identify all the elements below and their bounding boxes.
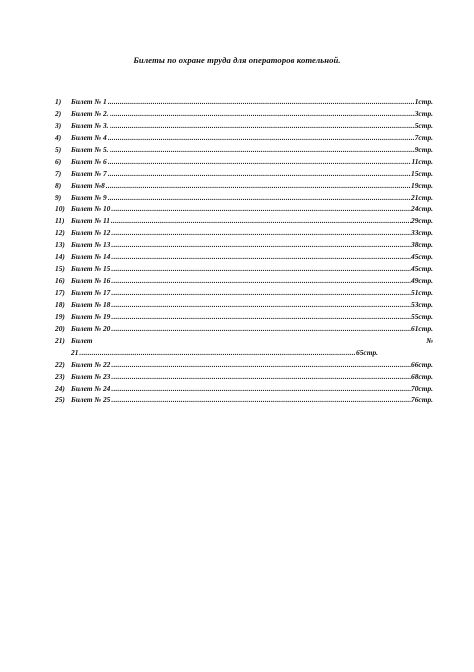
toc-entry-page: 7стр. bbox=[414, 132, 433, 142]
toc-entry-label: Билет № 7 bbox=[71, 168, 107, 178]
toc-entry-number: 5) bbox=[55, 144, 62, 154]
toc-entry-number: 20) bbox=[55, 323, 65, 333]
dot-leader bbox=[111, 371, 411, 383]
dot-leader bbox=[106, 180, 411, 192]
toc-entry-number: 21) bbox=[55, 335, 65, 345]
toc-entry bbox=[55, 287, 433, 299]
toc-entry-label-cont: 21 bbox=[71, 347, 79, 357]
document-title: Билеты по охране труда для операторов котельной. bbox=[133, 55, 341, 65]
toc-entry-number: 22) bbox=[55, 359, 65, 369]
toc-entry-label: Билет bbox=[71, 335, 93, 345]
toc-entry-number: 24) bbox=[55, 383, 65, 393]
toc-entry bbox=[55, 263, 433, 275]
dot-leader bbox=[111, 299, 411, 311]
toc-entry-label: Билет № 16 bbox=[71, 276, 111, 286]
toc-entry-label: Билет № 2. bbox=[71, 108, 109, 118]
toc-entry bbox=[55, 394, 433, 406]
toc-entry bbox=[55, 251, 433, 263]
toc-entry-label: Билет № 5. bbox=[71, 144, 109, 154]
toc-entry bbox=[55, 215, 433, 227]
toc-entry-label: Билет № 18 bbox=[71, 299, 111, 309]
dot-leader bbox=[111, 394, 411, 406]
toc-entry-page: 24стр. bbox=[411, 204, 433, 214]
toc-entry-page: 33стр. bbox=[411, 228, 433, 238]
toc-entry-number: 9) bbox=[55, 192, 62, 202]
toc-entry-number: 4) bbox=[55, 132, 62, 142]
toc-entry-number: 14) bbox=[55, 252, 65, 262]
toc-entry-label: Билет № 9 bbox=[71, 192, 107, 202]
toc-entry-number: 2) bbox=[55, 108, 62, 118]
toc-entry bbox=[55, 323, 433, 335]
dot-leader bbox=[108, 192, 411, 204]
toc-entry-label: Билет № 14 bbox=[71, 252, 111, 262]
toc-entry-page: 45стр. bbox=[411, 252, 433, 262]
toc-entry-number: 15) bbox=[55, 264, 65, 274]
dot-leader bbox=[111, 251, 411, 263]
toc-entry bbox=[55, 275, 433, 287]
toc-entry bbox=[55, 168, 433, 180]
toc-entry-number: 12) bbox=[55, 228, 65, 238]
toc-entry-number: 18) bbox=[55, 299, 65, 309]
toc-entry-page: 19стр. bbox=[411, 180, 433, 190]
toc-entry-label: Билет № 6 bbox=[71, 156, 107, 166]
dot-leader bbox=[111, 239, 411, 251]
toc-entry bbox=[55, 227, 433, 239]
toc-entry-21 bbox=[55, 335, 433, 347]
toc-entry-number: 13) bbox=[55, 240, 65, 250]
toc-entry-page: 51стр. bbox=[411, 288, 433, 297]
toc-entry-label: Билет № 25 bbox=[71, 395, 111, 405]
toc-entry-page: 11стр. bbox=[411, 156, 433, 166]
toc-entry-number: 16) bbox=[55, 276, 65, 286]
toc-entry bbox=[55, 311, 433, 323]
toc-entry-number-sign: № bbox=[426, 335, 433, 345]
toc-entry-21-continuation bbox=[55, 347, 433, 359]
toc-entry-page: 65стр. bbox=[356, 347, 378, 357]
dot-leader bbox=[111, 287, 411, 299]
toc-entry bbox=[55, 156, 433, 168]
dot-leader bbox=[111, 359, 411, 371]
toc-entry bbox=[55, 96, 433, 108]
toc-entry-label: Билет № 15 bbox=[71, 264, 111, 274]
toc-entry-page: 49стр. bbox=[411, 276, 433, 286]
dot-leader bbox=[111, 215, 411, 227]
toc-entry-number: 17) bbox=[55, 288, 65, 297]
toc-entry-label: Билет № 13 bbox=[71, 240, 111, 250]
toc-entry-page: 66стр. bbox=[411, 359, 433, 369]
table-of-contents bbox=[55, 96, 433, 406]
toc-entry-page: 9стр. bbox=[414, 144, 433, 154]
dot-leader bbox=[79, 347, 356, 359]
toc-entry-label: Билет № 11 bbox=[71, 216, 110, 226]
toc-entry-label: Билет № 10 bbox=[71, 204, 111, 214]
toc-entry bbox=[55, 180, 433, 192]
toc-entry bbox=[55, 359, 433, 371]
toc-entry-page: 1стр. bbox=[414, 97, 433, 106]
toc-entry-number: 19) bbox=[55, 311, 65, 321]
toc-entry-number: 7) bbox=[55, 168, 62, 178]
dot-leader bbox=[111, 311, 411, 323]
toc-entry bbox=[55, 120, 433, 132]
dot-leader bbox=[108, 156, 412, 168]
toc-entry-page: 5стр. bbox=[414, 120, 433, 130]
dot-leader bbox=[111, 263, 411, 275]
toc-entry-number: 1) bbox=[55, 97, 62, 106]
toc-entry-number: 25) bbox=[55, 395, 65, 405]
toc-entry-page: 61стр. bbox=[411, 323, 433, 333]
dot-leader bbox=[111, 383, 411, 395]
toc-entry-label: Билет № 24 bbox=[71, 383, 111, 393]
toc-entry-page: 38стр. bbox=[411, 240, 433, 250]
toc-entry bbox=[55, 239, 433, 251]
dot-leader bbox=[108, 96, 415, 108]
toc-entry-number: 23) bbox=[55, 371, 65, 381]
dot-leader bbox=[110, 144, 415, 156]
toc-entry-label: Билет № 12 bbox=[71, 228, 111, 238]
dot-leader bbox=[111, 203, 411, 215]
dot-leader bbox=[110, 120, 415, 132]
dot-leader bbox=[111, 227, 411, 239]
toc-entry-page: 15стр. bbox=[411, 168, 433, 178]
toc-entry bbox=[55, 203, 433, 215]
toc-entry-number: 6) bbox=[55, 156, 62, 166]
toc-entry-label: Билет № 22 bbox=[71, 359, 111, 369]
toc-entry-page: 29стр. bbox=[411, 216, 433, 226]
toc-entry-page: 76стр. bbox=[411, 395, 433, 405]
toc-entry-page: 3стр. bbox=[414, 108, 433, 118]
dot-leader bbox=[108, 168, 411, 180]
toc-entry bbox=[55, 108, 433, 120]
toc-entry-number: 10) bbox=[55, 204, 65, 214]
toc-entry-label: Билет № 4 bbox=[71, 132, 107, 142]
toc-entry-page: 53стр. bbox=[411, 299, 433, 309]
toc-entry-label: Билет № 20 bbox=[71, 323, 111, 333]
toc-entry-page: 70стр. bbox=[411, 383, 433, 393]
toc-entry-number: 8) bbox=[55, 180, 62, 190]
dot-leader bbox=[111, 275, 411, 287]
dot-leader bbox=[111, 323, 411, 335]
toc-entry-page: 45стр. bbox=[411, 264, 433, 274]
toc-entry bbox=[55, 299, 433, 311]
toc-entry-label: Билет № 23 bbox=[71, 371, 111, 381]
toc-entry-number: 3) bbox=[55, 120, 62, 130]
toc-entry-page: 55стр. bbox=[411, 311, 433, 321]
toc-entry-label: Билет № 17 bbox=[71, 288, 111, 297]
toc-entry-label: Билет №8 bbox=[71, 180, 105, 190]
toc-entry-label: Билет № 19 bbox=[71, 311, 111, 321]
toc-entry-label: Билет № 3. bbox=[71, 120, 109, 130]
dot-leader bbox=[110, 108, 415, 120]
toc-entry bbox=[55, 144, 433, 156]
toc-entry bbox=[55, 371, 433, 383]
toc-entry-label: Билет № 1 bbox=[71, 97, 107, 106]
toc-entry-number: 11) bbox=[55, 216, 65, 226]
toc-entry bbox=[55, 192, 433, 204]
toc-entry bbox=[55, 383, 433, 395]
toc-entry bbox=[55, 132, 433, 144]
toc-entry-page: 68стр. bbox=[411, 371, 433, 381]
toc-entry-page: 21стр. bbox=[411, 192, 433, 202]
dot-leader bbox=[108, 132, 415, 144]
